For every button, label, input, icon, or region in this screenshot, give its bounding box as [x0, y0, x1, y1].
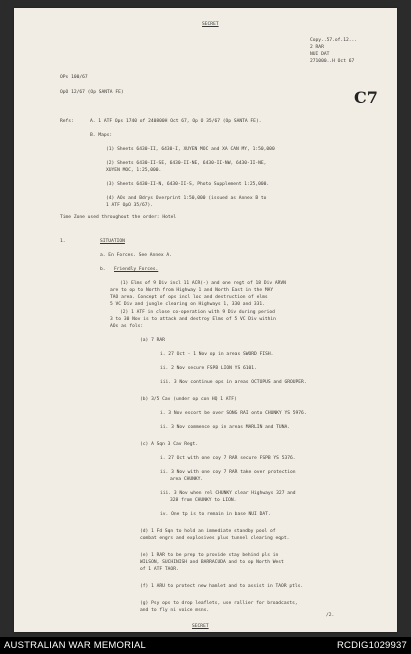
map-line: XUYEN MOC, 1:25,000.	[106, 168, 162, 173]
friendly-line: TAO area. Concept of ops incl loc and destruction of elms	[110, 295, 268, 300]
sub-c-title: (c) A Sqn 3 Cav Regt.	[140, 442, 199, 447]
sub-e-line: WILSON, SUCHINISH and BARRACUDA and to op North West	[140, 560, 284, 565]
ref-b: B. Maps:	[90, 133, 113, 138]
map-line: (3) Sheets 6430-II-N, 6430-II-S, Photo Supplement 1:25,000.	[106, 182, 270, 187]
record-id: RCDIG1029937	[337, 640, 407, 651]
sub-c-item: area CHUNKY.	[170, 477, 204, 482]
section-number: 1.	[60, 239, 66, 244]
sub-f-line: (f) 1 ARU to protect new hamlet and to assist in TAOR ptls.	[140, 584, 304, 589]
archive-footer	[0, 637, 411, 654]
section-title: SITUATION	[100, 239, 125, 244]
friendly-line: 3 to 30 Nov is to attack and destroy Elms of 5 VC Div within	[110, 317, 276, 322]
sub-b-item: ii. 3 Nov commence op in areas MARLIN and TUNA.	[160, 425, 290, 430]
ops-reference: OPs 100/67	[60, 75, 88, 80]
map-line: (2) Sheets 6430-II-SE, 6430-II-NE, 6430-II-NW, 6430-II-NE,	[106, 161, 267, 166]
sub-c-item: iii. 3 Nov when rel CHUNKY clear Highways 327 and	[160, 491, 296, 496]
friendly-line: (1) Elms of 9 Div incl 11 ACR(-) and one regt of 18 Div ARVN	[120, 281, 286, 286]
sub-g-line: and to fly ni voice msns.	[140, 608, 210, 613]
document-page	[14, 8, 397, 632]
map-line: (4) AOs and Bdrys Overprint 1:50,000 (issued as Annex B to	[106, 196, 267, 201]
sub-a-item: iii. 3 Nov continue ops in areas OCTOPUS and GROUPER.	[160, 380, 307, 385]
friendly-line: (2) 1 ATF in close co-operation with 9 Div during period	[120, 310, 275, 315]
map-line: 1 ATF OpO 35/67).	[106, 203, 154, 208]
sub-b-title: (b) 3/5 Cav (under op con HQ 1 ATF)	[140, 397, 237, 402]
archive-name: AUSTRALIAN WAR MEMORIAL	[4, 640, 147, 651]
sub-e-line: (e) 1 RAR to be prep to provide stay behind pls in	[140, 553, 279, 558]
sub-d-line: (d) 1 Fd Sqn to hold an immediate standby pool of	[140, 529, 276, 534]
friendly-forces-index: b.	[100, 267, 106, 272]
date-time-group: 271000..H Oct 67	[310, 59, 355, 64]
friendly-line: AOs as fols:	[110, 324, 144, 329]
map-line: (1) Sheets 6430-II, 6430-I, XUYEN MOC and XA CAN MY, 1:50,000	[106, 147, 275, 152]
friendly-forces-title: Friendly Forces.	[114, 267, 159, 272]
copy-number: Copy..57.of.12...	[310, 38, 358, 43]
sub-c-item: 328 from CHUNKY to LION.	[170, 498, 237, 503]
refs-label: Refs:	[60, 119, 74, 124]
enemy-forces: a. En Forces. See Annex A.	[100, 253, 172, 258]
sub-b-item: i. 3 Nov escort be over SONG RAI onto CHUNKY YS 5976.	[160, 411, 307, 416]
sub-a-item: ii. 2 Nov secure FSPB LION YS 6101.	[160, 366, 257, 371]
sub-e-line: of 1 ATF TAOR.	[140, 567, 179, 572]
sub-c-item: iv. One tp is to remain in base NUI DAT.	[160, 512, 271, 517]
handwritten-mark: C7	[354, 88, 378, 107]
sub-d-line: combat engrs and explosives plus tunnel clearing eqpt.	[140, 536, 290, 541]
friendly-line: are to op to North from Highway 1 and North East in the MAY	[110, 288, 274, 293]
sub-a-title: (a) 7 RAR	[140, 338, 165, 343]
classification-top: SECRET	[202, 22, 219, 27]
next-page-ref: /2.	[326, 613, 335, 618]
location: NUI DAT	[310, 52, 330, 57]
opo-reference: OpO 12/67 (Op SANTA FE)	[60, 90, 124, 95]
classification-bottom: SECRET	[192, 624, 209, 629]
sub-a-item: i. 27 Oct - 1 Nov op in areas SWORD FISH.	[160, 352, 274, 357]
ref-a: A. 1 ATF Ops 1740 of 240800H Oct 67, Op O 35/67 (Op SANTA FE).	[90, 119, 262, 124]
sub-c-item: ii. 3 Nov with one coy 7 RAR take over protection	[160, 470, 296, 475]
sub-g-line: (g) Psy ops to drop leaflets, use rallier for broadcasts,	[140, 601, 298, 606]
unit: 2 RAR	[310, 45, 324, 50]
friendly-line: 5 VC Div and jungle clearing on Highways 1, 330 and 331.	[110, 302, 265, 307]
time-zone: Time Zone used throughout the order: Hotel	[60, 215, 177, 220]
sub-c-item: i. 27 Oct with one coy 7 RAR secure FSPB YS 5376.	[160, 456, 296, 461]
